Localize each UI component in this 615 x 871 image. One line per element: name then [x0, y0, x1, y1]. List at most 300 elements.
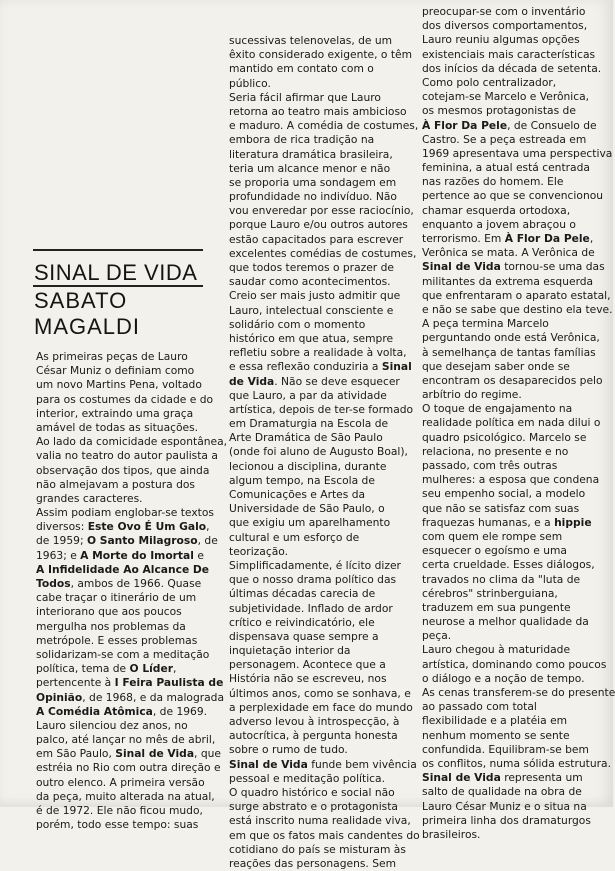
body-text: traduzem em sua pungente	[422, 600, 571, 614]
text-line	[36, 378, 211, 392]
body-text: sobre o rumo de tudo.	[229, 743, 348, 757]
bold-title-text: Este Ovo É Um Galo	[87, 520, 207, 534]
body-text: reações das personagens. Sem	[229, 856, 396, 870]
text-line	[229, 218, 408, 232]
text-line	[422, 558, 604, 572]
body-text: Creio ser mais justo admitir que	[229, 289, 401, 303]
body-text: os conflitos, numa sólida estrutura.	[422, 756, 611, 770]
bold-title-text: O Santo Milagroso	[86, 534, 198, 548]
text-line	[229, 644, 401, 658]
text-line	[229, 630, 401, 644]
text-line	[229, 402, 414, 417]
title-bottom-rule	[33, 285, 203, 287]
text-line	[36, 577, 211, 591]
text-line	[229, 602, 401, 616]
body-text: Lauro reuniu algumas opções	[422, 33, 580, 47]
body-text: porém, todo esse tempo: suas	[36, 818, 199, 832]
body-text: nas razões do homem. Ele	[422, 175, 564, 189]
body-text: para os costumes da cidade e do	[36, 392, 214, 406]
text-line	[229, 658, 401, 672]
body-text: da peça, muito alterada na atual,	[36, 789, 215, 803]
body-text: política, tema de	[36, 662, 130, 676]
body-text: cotidiano do país se misturam às	[229, 842, 406, 856]
body-text: Lauro, intelectual consciente e	[229, 303, 394, 317]
body-text: Arte Dramática de São Paulo	[229, 431, 383, 445]
body-text: que não se satisfaz com suas	[422, 501, 580, 515]
body-text: adverso levou à introspecção, à	[229, 715, 400, 728]
text-line	[422, 33, 604, 47]
text-line	[422, 288, 611, 303]
text-line	[36, 449, 218, 463]
body-text: existenciais mais características	[422, 47, 596, 61]
body-text: vou enveredar por esse raciocínio,	[229, 204, 414, 218]
body-text: O quadro histórico e social não	[229, 785, 395, 799]
text-line	[422, 5, 604, 19]
body-text: ao passado com total	[422, 700, 537, 714]
text-line	[229, 743, 401, 757]
text-line	[36, 520, 211, 534]
text-line	[422, 516, 604, 530]
text-line	[229, 289, 401, 303]
body-text: 1963; e	[36, 548, 81, 562]
text-line	[229, 616, 401, 630]
body-text: de 1959;	[36, 534, 87, 548]
body-text: metrópole. E esses problemas	[36, 633, 198, 647]
body-text: neurose a melhor qualidade da	[422, 615, 589, 629]
text-line	[36, 733, 216, 747]
text-line	[229, 460, 401, 474]
text-line	[422, 828, 604, 842]
body-text: Comunicações e Artes da	[229, 488, 366, 501]
author-last-name: MAGALDI	[34, 314, 141, 339]
body-text: crítico e reivindicatório, ele	[229, 615, 375, 629]
text-line	[36, 648, 211, 662]
text-line	[422, 302, 613, 317]
text-line	[36, 719, 211, 733]
body-text: grandes caracteres.	[36, 491, 143, 505]
body-text: os mesmos protagonistas de	[422, 104, 576, 118]
body-text: à semelhança de tantas famílias	[422, 345, 596, 359]
text-line	[229, 346, 407, 360]
body-text: tornou-se uma das	[500, 260, 605, 274]
body-text: e	[193, 548, 204, 562]
body-text: histórico em que atua, sempre	[229, 331, 394, 345]
text-line	[422, 814, 604, 828]
text-line	[36, 464, 211, 478]
text-line	[229, 488, 401, 502]
bold-title-text: A Infidelidade Ao Alcance De	[36, 562, 210, 576]
text-column-2	[229, 34, 420, 871]
body-text: enquanto a jovem abraçou o	[422, 217, 576, 231]
body-text: e essa reflexão conduziria a	[229, 360, 382, 374]
body-text: que todos teremos o prazer de	[229, 261, 394, 274]
body-text: ,	[206, 520, 210, 534]
text-line	[229, 332, 401, 346]
text-line	[229, 360, 412, 374]
body-text: ,	[172, 662, 177, 676]
text-line	[422, 275, 604, 289]
body-text: diversos:	[36, 520, 88, 534]
text-line	[422, 473, 604, 487]
text-line	[36, 435, 228, 449]
body-text: observação dos tipos, que ainda	[36, 463, 210, 477]
text-line	[229, 757, 417, 772]
body-text: brasileiros.	[422, 827, 481, 841]
text-line	[422, 161, 604, 175]
body-text: últimas décadas carecia de	[229, 587, 376, 601]
text-line	[36, 534, 218, 548]
body-text: em Dramaturgia na Escola de	[229, 417, 389, 431]
bold-title-text: Sinal de Vida	[229, 757, 308, 771]
text-line	[36, 676, 224, 690]
body-text: solidário com o momento	[229, 317, 366, 331]
text-line	[229, 48, 413, 62]
body-text: peça.	[422, 629, 452, 643]
text-line	[422, 19, 604, 33]
author-first-name: SABATO	[34, 288, 128, 313]
bold-title-text: O Líder	[129, 662, 173, 676]
text-line	[36, 506, 214, 520]
body-text: nenhum momento se sente	[422, 728, 570, 742]
text-line	[229, 445, 408, 459]
body-text: é de 1972. Ele não ficou mudo,	[36, 804, 203, 817]
body-text: Verônica se mata. A Verônica de	[422, 246, 595, 260]
text-line	[422, 657, 607, 672]
text-line	[422, 643, 604, 657]
title-top-rule	[33, 249, 203, 251]
text-line	[229, 304, 401, 318]
body-text: artística, depois de ter-se formado	[229, 402, 414, 416]
body-text: (onde foi aluno de Augusto Boal),	[229, 445, 408, 459]
body-text: passado, com três outras	[422, 459, 558, 472]
text-line	[229, 190, 401, 204]
text-line	[36, 350, 211, 364]
text-line	[229, 814, 411, 828]
bold-title-text: Sinal de Vida	[422, 771, 501, 785]
body-text: palco, até lançar no mês de abril,	[36, 733, 216, 747]
body-text: Castro. Se a peça estreada em	[422, 132, 587, 146]
bold-title-text: À Flor Da Pele	[504, 232, 590, 245]
text-line	[229, 417, 401, 431]
text-line	[229, 857, 401, 871]
bold-title-text: hippie	[554, 515, 592, 529]
text-line	[422, 119, 604, 133]
body-text: mulheres: a esposa que condena	[422, 473, 600, 487]
body-text: se proporia uma sondagem em	[229, 175, 397, 189]
body-text: dos inícios da década de setenta.	[422, 61, 602, 75]
text-line	[422, 374, 604, 388]
text-line	[229, 431, 401, 445]
body-text: César Muniz o definiam como	[36, 364, 195, 378]
text-line	[229, 772, 401, 786]
text-line	[36, 705, 211, 719]
body-text: , de Consuelo de	[507, 118, 597, 132]
body-text: está inscrito numa realidade viva,	[229, 814, 411, 828]
text-line	[229, 700, 413, 715]
bold-title-text: A Morte do Imortal	[80, 548, 194, 562]
body-text: que Lauro, a par da atividade	[229, 388, 387, 402]
text-line	[36, 421, 211, 435]
text-line	[36, 549, 211, 563]
body-text: flexibilidade e a platéia em	[422, 714, 568, 728]
text-line	[229, 148, 401, 162]
body-text: Seria fácil afirmar que Lauro	[229, 90, 381, 104]
text-line	[422, 431, 604, 445]
body-text: pertence ao que se convencionou	[422, 189, 604, 203]
body-text: cérebros" strinberguiana,	[422, 586, 558, 600]
body-text: Como polo centralizador,	[422, 75, 557, 89]
text-line	[229, 715, 401, 729]
body-text: cabe traçar o itinerário de um	[36, 591, 197, 605]
text-line	[229, 77, 401, 91]
body-text: , de 1969.	[152, 704, 208, 718]
body-text: esquecer o egoísmo e uma	[422, 544, 567, 558]
text-line	[422, 502, 604, 516]
body-text: interiorano que aos poucos	[36, 605, 182, 619]
text-line	[422, 700, 604, 714]
text-line	[229, 516, 401, 530]
body-text: cultural e um esforço de	[229, 530, 360, 544]
body-text: 1969 apresentava uma perspectiva	[422, 146, 613, 160]
text-line	[422, 346, 604, 360]
bold-title-text: Sinal de Vida	[422, 260, 501, 274]
body-text: cotejam-se Marcelo e Verônica,	[422, 90, 590, 104]
body-text: História não se escreveu, nos	[229, 672, 387, 686]
body-text: travados no clima da "luta de	[422, 572, 581, 586]
text-line	[229, 162, 401, 176]
text-line	[229, 531, 401, 545]
text-line	[422, 771, 604, 785]
body-text: subjetividade. Inflado de ardor	[229, 601, 393, 615]
body-text: interior, extraindo uma graça	[36, 406, 194, 420]
text-line	[229, 828, 420, 843]
body-text: confundida. Equilibram-se bem	[422, 742, 589, 756]
bold-title-text: À Flor Da Pele	[422, 118, 508, 132]
body-text: , que	[194, 747, 221, 761]
text-line	[422, 331, 604, 345]
text-line	[229, 672, 401, 686]
text-line	[36, 690, 225, 705]
body-text: porque Lauro e/ou outros autores	[229, 218, 408, 232]
text-line	[229, 389, 401, 403]
body-text: com quem ele rompe sem	[422, 529, 563, 543]
body-text: estréia no Rio com outra direção e	[36, 761, 221, 775]
body-text: não almejavam a postura dos	[36, 477, 195, 491]
text-line	[422, 729, 604, 743]
body-text: valia no teatro do autor paulista a	[36, 449, 218, 463]
body-text: refletiu sobre a realidade à volta,	[229, 346, 407, 360]
body-text: e maduro. A comédia de costumes,	[229, 119, 419, 133]
text-line	[422, 104, 604, 118]
text-line	[422, 530, 604, 544]
text-line	[229, 176, 401, 190]
body-text: que enfrentaram o aparato estatal,	[422, 288, 611, 302]
body-text: e não se sabe que destino ela teve.	[422, 302, 613, 316]
body-text: funde bem vivência	[307, 757, 417, 771]
body-text: As primeiras peças de Lauro	[36, 350, 188, 363]
text-line	[422, 402, 604, 416]
text-line	[36, 407, 211, 421]
text-line	[422, 48, 604, 62]
text-line	[229, 545, 401, 559]
body-text: surge abstrato e o protagonista	[229, 800, 398, 814]
body-text: amável de todas as situações.	[36, 420, 199, 434]
body-text: estão capacitados para escrever	[229, 232, 404, 246]
bold-title-text: Sinal de Vida	[115, 747, 195, 761]
body-text: em que os fatos mais candentes do	[229, 828, 420, 842]
body-text: personagem. Acontece que a	[229, 658, 386, 672]
text-line	[422, 445, 604, 459]
text-line	[36, 776, 211, 790]
text-line	[36, 563, 211, 577]
text-line	[36, 804, 211, 818]
body-text: , de	[197, 534, 218, 548]
body-text: autocrítica, à pergunta honesta	[229, 729, 398, 743]
body-text: algum tempo, na Escola de	[229, 473, 375, 487]
body-text: saudar como acontecimentos.	[229, 275, 391, 289]
body-text: realidade política em nada dilui o	[422, 416, 601, 430]
text-line	[422, 90, 604, 104]
body-text: que o nosso drama político das	[229, 573, 397, 587]
text-line	[422, 459, 604, 473]
text-line	[229, 842, 406, 857]
text-line	[422, 573, 604, 587]
text-line	[229, 104, 407, 119]
text-line	[36, 818, 211, 832]
body-text: As cenas transferem-se do presente	[422, 686, 615, 699]
body-text: . Não se deve esquecer	[274, 374, 400, 388]
body-text: embora de rica tradição na	[229, 133, 375, 147]
body-text: terrorismo. Em	[422, 232, 505, 245]
body-text: em São Paulo,	[36, 747, 116, 761]
text-line	[229, 91, 401, 105]
bold-title-text: Todos	[36, 577, 71, 590]
text-line	[422, 487, 604, 501]
text-line	[229, 786, 401, 800]
text-line	[229, 800, 401, 814]
body-text: seu empenho social, a modelo	[422, 487, 586, 501]
text-line	[229, 62, 401, 76]
text-line	[229, 119, 419, 133]
bold-title-text: Opinião	[36, 690, 83, 704]
body-text: pessoal e meditação política.	[229, 771, 386, 785]
text-line	[229, 261, 401, 275]
body-text: primeira linha dos dramaturgos	[422, 813, 591, 827]
text-line	[422, 260, 604, 274]
body-text: literatura dramática brasileira,	[229, 147, 393, 161]
body-text: inquietação interior da	[229, 644, 351, 658]
text-line	[422, 133, 604, 147]
body-text: Universidade de São Paulo, o	[229, 502, 385, 516]
body-text: Simplificadamente, é lícito dizer	[229, 558, 401, 572]
bold-title-text: A Comédia Atômica	[36, 704, 153, 718]
body-text: um novo Martins Pena, voltado	[36, 378, 202, 392]
body-text: Ao lado da comicidade espontânea,	[36, 435, 228, 449]
text-line	[36, 591, 211, 605]
text-line	[36, 761, 221, 775]
text-line	[422, 388, 604, 402]
body-text: fraquezas humanas, e a	[422, 515, 555, 529]
body-text: excelentes comédias de costumes,	[229, 246, 417, 260]
text-line	[422, 175, 604, 189]
text-line	[229, 502, 401, 516]
body-text: Lauro César Muniz e o situa na	[422, 799, 587, 813]
body-text: últimos anos, como se sonhava, e	[229, 686, 411, 700]
body-text: representa um	[500, 771, 583, 785]
text-line	[229, 204, 414, 218]
body-text: a perplexidade em face do mundo	[229, 700, 413, 714]
body-text: certa crueldade. Esses diálogos,	[422, 558, 595, 572]
body-text: artística, dominando como poucos	[422, 657, 607, 671]
text-line	[229, 275, 401, 289]
body-text: público.	[229, 76, 271, 90]
body-text: dispensava quase sempre a	[229, 629, 379, 643]
text-line	[422, 800, 604, 814]
body-text: relaciona, no presente e no	[422, 444, 569, 458]
text-line	[422, 743, 604, 757]
text-line	[422, 601, 604, 615]
text-line	[229, 133, 401, 147]
text-line	[36, 478, 211, 492]
text-line	[422, 587, 604, 601]
text-line	[422, 146, 613, 161]
text-line	[229, 686, 411, 701]
text-line	[36, 634, 211, 648]
body-text: chamar esquerda ortodoxa,	[422, 203, 571, 217]
text-line	[36, 662, 211, 676]
body-text: mantido em contato com o	[229, 62, 374, 76]
text-line	[422, 416, 604, 430]
text-line	[422, 629, 604, 643]
text-line	[422, 672, 604, 686]
body-text: Assim podiam englobar-se textos	[36, 506, 214, 520]
body-text: mergulha nos problemas da	[36, 619, 186, 633]
body-text: , ambos de 1966. Quase	[70, 577, 202, 590]
text-line	[229, 573, 401, 587]
text-line	[422, 232, 604, 246]
bold-title-text: Sinal	[381, 360, 412, 374]
text-line	[229, 729, 401, 743]
body-text: quadro psicológico. Marcelo se	[422, 430, 587, 444]
text-line	[422, 544, 604, 558]
body-text: que desejam saber onde se	[422, 359, 570, 373]
text-line	[422, 218, 604, 232]
body-text: solidarizam-se com a meditação	[36, 647, 210, 661]
body-text: feminina, a atual está centrada	[422, 161, 590, 175]
bold-title-text: de Vida	[229, 374, 275, 388]
text-line	[422, 756, 611, 771]
body-text: teorização.	[229, 544, 289, 558]
text-column-1	[36, 350, 228, 832]
body-text: ,	[589, 232, 594, 245]
body-text: retorna ao teatro mais ambicioso	[229, 104, 407, 118]
text-line	[36, 492, 211, 506]
text-line	[422, 246, 604, 260]
text-line	[422, 615, 604, 629]
body-text: dos diversos comportamentos,	[422, 19, 588, 33]
text-line	[422, 785, 604, 799]
body-text: perguntando onde está Verônica,	[422, 331, 600, 345]
body-text: que exigiu um aparelhamento	[229, 516, 391, 530]
body-text: , de 1968, e da malograda	[82, 690, 225, 704]
text-line	[229, 559, 401, 573]
body-text: preocupar-se com o inventário	[422, 5, 586, 18]
text-line	[36, 789, 215, 804]
body-text: pertencente à	[36, 676, 115, 690]
body-text: encontram os desaparecidos pelo	[422, 373, 603, 387]
body-text: salto de qualidade na obra de	[422, 785, 582, 799]
text-line	[229, 587, 401, 601]
